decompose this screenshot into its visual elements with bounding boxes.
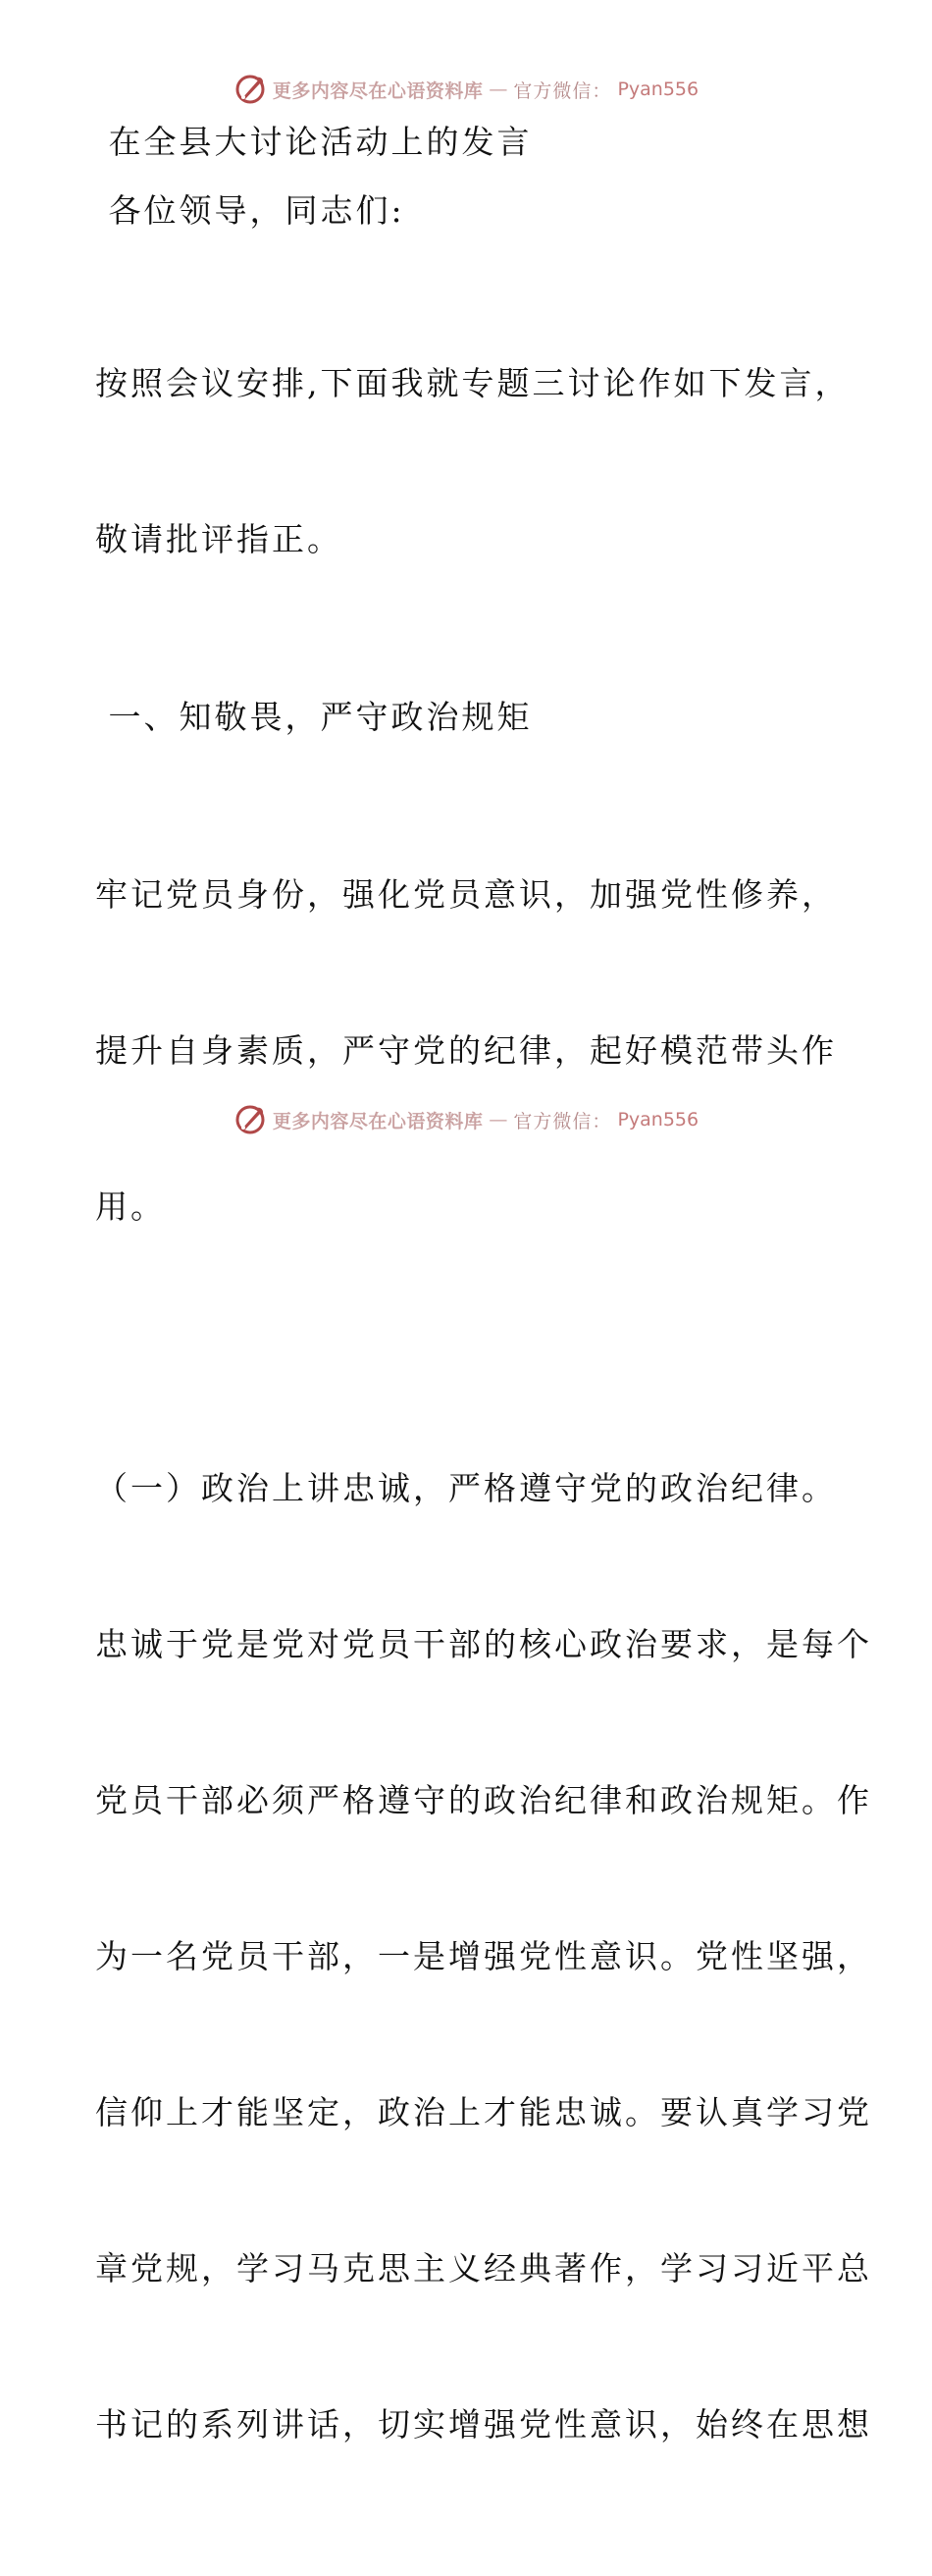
banner-separator: — bbox=[489, 79, 508, 100]
body-line: 书记的系列讲话，切实增强党性意识，始终在思想 bbox=[95, 2405, 872, 2444]
banner-separator: — bbox=[489, 1109, 508, 1130]
salutation: 各位领导，同志们: bbox=[95, 191, 405, 230]
intro-line: 敬请批评指正。 bbox=[95, 520, 342, 558]
summary-line: 提升自身素质，严守党的纪律，起好模范带头作 bbox=[95, 1031, 837, 1070]
banner-wechat-label: 官方微信： bbox=[513, 1110, 612, 1132]
body-line: 党员干部必须严格遵守的政治纪律和政治规矩。作 bbox=[95, 1781, 872, 1819]
body-line: 信仰上才能坚定，政治上才能忠诚。要认真学习党 bbox=[95, 2093, 872, 2131]
banner-site-name: 更多内容尽在心语资料库 bbox=[272, 1110, 484, 1132]
banner-wechat-label: 官方微信： bbox=[513, 79, 612, 102]
document-body bbox=[95, 116, 872, 2576]
banner-wechat-id: Pyan556 bbox=[617, 79, 699, 100]
section-heading: 一、知敬畏，严守政治规矩 bbox=[95, 698, 533, 736]
footer-watermark-banner bbox=[0, 1103, 932, 1136]
body-line: 为一名党员干部，一是增强党性意识。党性坚强， bbox=[95, 1937, 872, 1975]
quill-logo-icon bbox=[233, 73, 267, 106]
section-summary bbox=[95, 764, 841, 1337]
body-line: 章党规，学习马克思主义经典著作，学习习近平总 bbox=[95, 2249, 872, 2287]
quill-logo-icon bbox=[233, 1103, 267, 1136]
summary-line: 牢记党员身份，强化党员意识，加强党性修养， bbox=[95, 875, 837, 914]
banner-wechat-id: Pyan556 bbox=[617, 1109, 699, 1130]
body-line: 忠诚于党是党对党员干部的核心政治要求，是每个 bbox=[95, 1625, 872, 1663]
banner-site-name: 更多内容尽在心语资料库 bbox=[272, 79, 484, 102]
section-body bbox=[95, 1358, 872, 2554]
summary-line: 用。 bbox=[95, 1187, 166, 1226]
intro-line: 按照会议安排,下面我就专题三讨论作如下发言， bbox=[95, 364, 851, 402]
document-title: 在全县大讨论活动上的发言 bbox=[95, 123, 533, 161]
header-watermark-banner bbox=[0, 73, 932, 106]
body-line: （一）政治上讲忠诚，严格遵守党的政治纪律。 bbox=[95, 1469, 837, 1507]
intro-paragraph bbox=[95, 253, 851, 669]
